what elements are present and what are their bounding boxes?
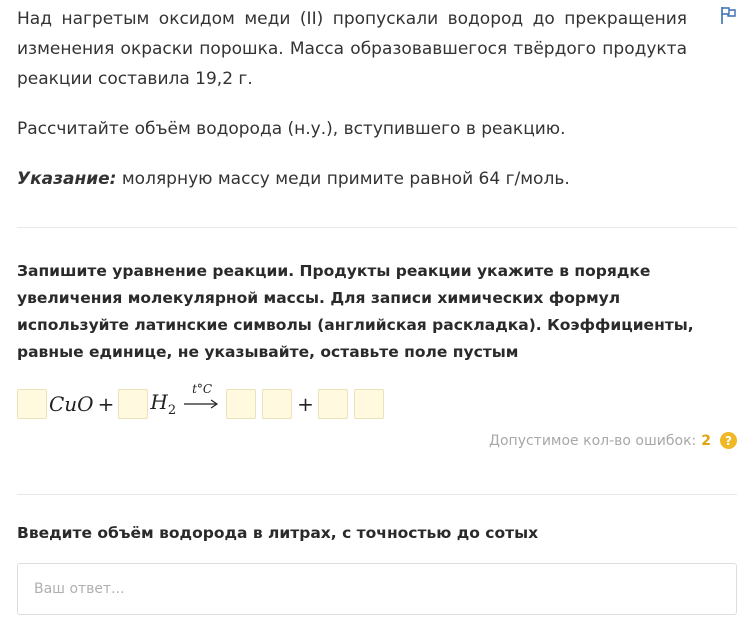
divider: [17, 227, 737, 228]
reactant-h2-base: H: [150, 390, 168, 414]
product-input-3[interactable]: [318, 389, 348, 419]
answer-title: Введите объём водорода в литрах, с точностью до сотых: [17, 524, 539, 542]
plus-sign-products: +: [297, 392, 314, 416]
question-circle-icon[interactable]: ?: [720, 432, 737, 449]
product-input-4[interactable]: [354, 389, 384, 419]
reactant-h2-subscript: 2: [167, 403, 177, 418]
reaction-equation: [17, 384, 384, 424]
divider: [17, 494, 737, 495]
hint-label: Указание:: [17, 169, 117, 189]
equation-instruction: Запишите уравнение реакции. Продукты реакции укажите в порядке увеличения молекулярной массы. Для записи химических формул используйте латинские символы (английская раскладка). Коэффициенты, равные единице, не указывайте, оставьте поле пустым: [17, 262, 694, 361]
reaction-condition: t°C: [192, 382, 213, 396]
problem-question: Рассчитайте объём водорода (н.у.), вступившего в реакцию.: [17, 119, 566, 139]
reaction-arrow-icon: [182, 398, 220, 410]
plus-sign: +: [97, 392, 115, 416]
product-input-2[interactable]: [262, 389, 292, 419]
coefficient-input-cuo[interactable]: [17, 389, 47, 419]
product-input-1[interactable]: [226, 389, 256, 419]
problem-text: [17, 4, 687, 194]
allowed-errors-label: Допустимое кол-во ошибок:: [489, 432, 697, 449]
coefficient-input-h2[interactable]: [118, 389, 148, 419]
problem-hint: [17, 164, 687, 194]
problem-statement: Над нагретым оксидом меди (II) пропускали водород до прекращения изменения окраски порошка. Масса образовавшегося твёрдого продукта реакции составила 19,2 г.: [17, 9, 687, 89]
answer-input[interactable]: [17, 563, 737, 615]
flag-icon[interactable]: [719, 5, 737, 25]
reactant-h2: [150, 390, 176, 418]
hint-text: молярную массу меди примите равной 64 г/моль.: [116, 169, 570, 189]
reaction-arrow: [182, 384, 220, 424]
allowed-errors: [489, 432, 737, 449]
allowed-errors-count: 2: [701, 432, 711, 449]
reactant-cuo: CuO: [49, 392, 94, 416]
